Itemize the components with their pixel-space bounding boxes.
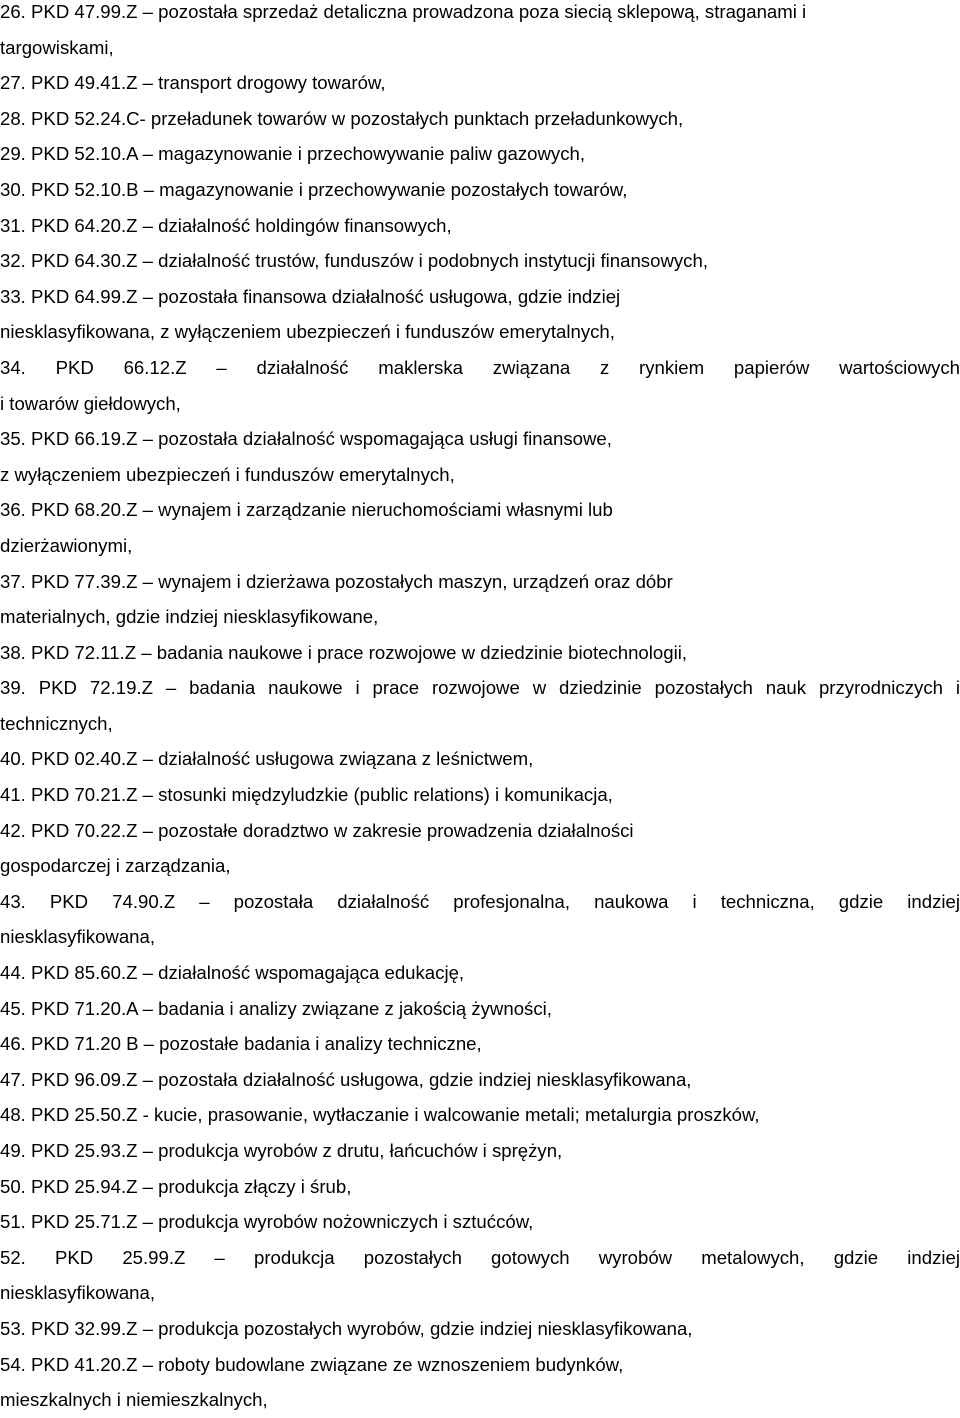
list-item (0, 172, 960, 208)
list-item (0, 101, 960, 137)
list-item-line: mieszkalnych i niemieszkalnych, (0, 1389, 268, 1411)
list-item (0, 884, 960, 955)
list-item-line: 39. PKD 72.19.Z – badania naukowe i prace rozwojowe w dziedzinie pozostałych nauk przyrodniczych i (0, 677, 960, 699)
list-item (0, 813, 960, 884)
list-item-line: 26. PKD 47.99.Z – pozostała sprzedaż detaliczna prowadzona poza siecią sklepową, straganami i (0, 1, 807, 22)
list-item (0, 635, 960, 671)
list-item-line: niesklasyfikowana, (0, 926, 156, 948)
list-item (0, 1097, 960, 1133)
list-item-line: niesklasyfikowana, (0, 1282, 156, 1304)
list-item (0, 1062, 960, 1098)
list-item (0, 955, 960, 991)
list-item-line: i towarów giełdowych, (0, 392, 181, 414)
list-item-line: 32. PKD 64.30.Z – działalność trustów, funduszów i podobnych instytucji finansowych, (0, 250, 708, 272)
list-item (0, 243, 960, 279)
list-item (0, 1311, 960, 1347)
list-item (0, 564, 960, 635)
list-item (0, 1133, 960, 1169)
list-item-line: dzierżawionymi, (0, 534, 133, 556)
list-item-line: 47. PKD 96.09.Z – pozostała działalność usługowa, gdzie indziej niesklasyfikowana, (0, 1068, 692, 1090)
list-item (0, 350, 960, 421)
list-item-line: 50. PKD 25.94.Z – produkcja złączy i śrub, (0, 1175, 352, 1197)
list-item (0, 208, 960, 244)
list-item-line: 42. PKD 70.22.Z – pozostałe doradztwo w zakresie prowadzenia działalności (0, 819, 634, 841)
list-item (0, 1026, 960, 1062)
list-item (0, 777, 960, 813)
list-item-line: 48. PKD 25.50.Z - kucie, prasowanie, wytłaczanie i walcowanie metali; metalurgia proszków, (0, 1104, 760, 1126)
list-item-line: 44. PKD 85.60.Z – działalność wspomagająca edukację, (0, 962, 465, 984)
list-item-line: 45. PKD 71.20.A – badania i analizy związane z jakością żywności, (0, 997, 552, 1019)
list-item (0, 0, 960, 65)
list-item-line: 43. PKD 74.90.Z – pozostała działalność profesjonalna, naukowa i techniczna, gdzie indziej (0, 890, 960, 912)
list-item-line: 35. PKD 66.19.Z – pozostała działalność wspomagająca usługi finansowe, (0, 428, 612, 450)
list-item-line: materialnych, gdzie indziej niesklasyfikowane, (0, 606, 379, 628)
list-item (0, 670, 960, 741)
list-item (0, 1347, 960, 1418)
list-item (0, 1204, 960, 1240)
list-item-line: 40. PKD 02.40.Z – działalność usługowa związana z leśnictwem, (0, 748, 534, 770)
list-item-line: 34. PKD 66.12.Z – działalność maklerska związana z rynkiem papierów wartościowych (0, 356, 960, 378)
list-item (0, 65, 960, 101)
list-item-line: 53. PKD 32.99.Z – produkcja pozostałych wyrobów, gdzie indziej niesklasyfikowana, (0, 1317, 693, 1339)
list-item-line: 33. PKD 64.99.Z – pozostała finansowa działalność usługowa, gdzie indziej (0, 285, 621, 307)
list-item-line: 37. PKD 77.39.Z – wynajem i dzierżawa pozostałych maszyn, urządzeń oraz dóbr (0, 570, 673, 592)
list-item-line: 52. PKD 25.99.Z – produkcja pozostałych gotowych wyrobów metalowych, gdzie indziej (0, 1246, 960, 1268)
list-item-line: 28. PKD 52.24.C- przeładunek towarów w pozostałych punktach przeładunkowych, (0, 107, 684, 129)
list-item (0, 279, 960, 350)
list-item-line: 31. PKD 64.20.Z – działalność holdingów finansowych, (0, 214, 452, 236)
list-item-line: 27. PKD 49.41.Z – transport drogowy towarów, (0, 72, 386, 94)
list-item-line: 38. PKD 72.11.Z – badania naukowe i prace rozwojowe w dziedzinie biotechnologii, (0, 641, 688, 663)
list-item-line: targowiskami, (0, 36, 114, 58)
list-item (0, 421, 960, 492)
list-item (0, 492, 960, 563)
list-item-line: technicznych, (0, 712, 113, 734)
list-item-line: niesklasyfikowana, z wyłączeniem ubezpieczeń i funduszów emerytalnych, (0, 321, 615, 343)
list-item-line: 36. PKD 68.20.Z – wynajem i zarządzanie nieruchomościami własnymi lub (0, 499, 613, 521)
list-item-line: 30. PKD 52.10.B – magazynowanie i przechowywanie pozostałych towarów, (0, 178, 628, 200)
list-item (0, 1240, 960, 1311)
list-item-line: 29. PKD 52.10.A – magazynowanie i przechowywanie paliw gazowych, (0, 143, 585, 165)
list-item-line: 49. PKD 25.93.Z – produkcja wyrobów z drutu, łańcuchów i sprężyn, (0, 1140, 563, 1161)
list-item-line: 41. PKD 70.21.Z – stosunki międzyludzkie (public relations) i komunikacja, (0, 784, 613, 806)
list-item-line: 54. PKD 41.20.Z – roboty budowlane związane ze wznoszeniem budynków, (0, 1353, 624, 1375)
list-item-line: 51. PKD 25.71.Z – produkcja wyrobów nożowniczych i sztućców, (0, 1211, 534, 1233)
list-item-line: z wyłączeniem ubezpieczeń i funduszów emerytalnych, (0, 463, 455, 485)
list-item (0, 136, 960, 172)
list-item-line: gospodarczej i zarządzania, (0, 855, 231, 877)
list-item-line: 46. PKD 71.20 B – pozostałe badania i analizy techniczne, (0, 1033, 482, 1055)
list-item (0, 991, 960, 1027)
list-item (0, 741, 960, 777)
list-item (0, 1169, 960, 1205)
